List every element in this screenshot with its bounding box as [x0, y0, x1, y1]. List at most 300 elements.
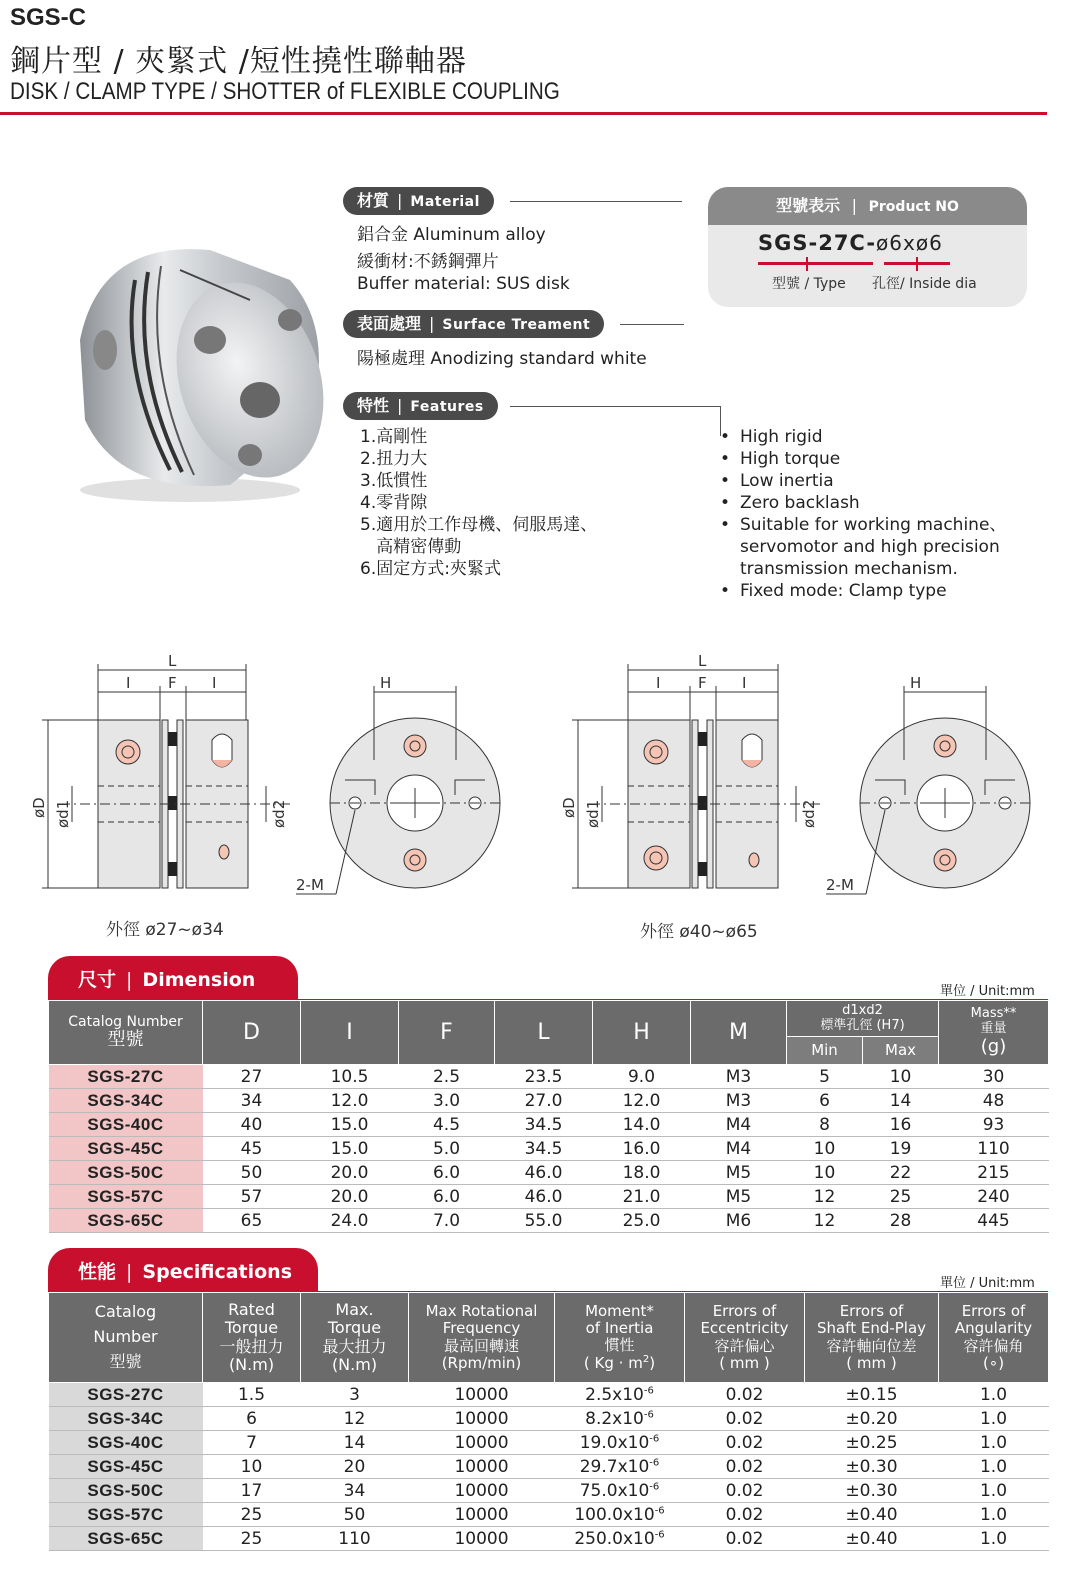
label-d1: ød1: [54, 799, 72, 828]
feature-en-item: transmission mechanism.: [740, 559, 958, 579]
cell-rated: 25: [203, 1527, 301, 1551]
col-end-l3: 容許軸向位差: [826, 1336, 917, 1355]
cell-F: 6.0: [399, 1161, 495, 1185]
cell-model: SGS-65C: [49, 1209, 203, 1233]
col-inertia-l3: 慣性: [604, 1336, 635, 1354]
label-I: I: [126, 674, 131, 692]
table-row: [49, 1455, 1049, 1479]
cell-end: ±0.30: [805, 1479, 939, 1503]
col-catalog-en: Catalog Number: [68, 1014, 183, 1031]
table-row: [49, 1113, 1049, 1137]
side-view-small: [30, 652, 290, 888]
cell-min: 6: [787, 1089, 863, 1113]
feature-zh-item: 6.固定方式:夾緊式: [360, 559, 501, 579]
label-M: 2-M: [296, 876, 324, 894]
col-catalog: [49, 1293, 203, 1383]
col-max-l1: Max.: [335, 1299, 374, 1319]
cell-rpm: 10000: [409, 1527, 555, 1551]
title-chinese: 鋼片型 / 夾緊式 /短性撓性聯軸器: [10, 44, 467, 79]
col-inertia-sup: 2: [642, 1354, 650, 1366]
cell-end: ±0.20: [805, 1407, 939, 1431]
col-min: Min: [787, 1037, 863, 1065]
cell-mass: 48: [939, 1089, 1049, 1113]
feature-zh-item: 2.扭力大: [360, 449, 428, 469]
cell-model: SGS-40C: [49, 1113, 203, 1137]
features-label-zh: 特性: [357, 396, 390, 415]
cell-max: 19: [863, 1137, 939, 1161]
col-rated-l3: 一般扭力: [219, 1336, 284, 1356]
product-no-label-en: Product NO: [868, 199, 959, 215]
cell-I: 15.0: [301, 1113, 399, 1137]
cell-M: M5: [691, 1185, 787, 1209]
cell-ang: 1.0: [939, 1431, 1049, 1455]
cell-rpm: 10000: [409, 1479, 555, 1503]
col-rated: [203, 1293, 301, 1383]
cell-model: SGS-34C: [49, 1407, 203, 1431]
product-no-type-label: 型號 / Type: [772, 276, 846, 292]
cell-M: M4: [691, 1113, 787, 1137]
table-row: [49, 1137, 1049, 1161]
cell-model: SGS-50C: [49, 1479, 203, 1503]
feature-en-item: • Zero backlash: [720, 492, 1006, 514]
label-L: L: [698, 652, 707, 670]
feature-en-item: • High rigid: [720, 426, 1006, 448]
cell-min: 12: [787, 1209, 863, 1233]
feature-en-item: • Suitable for working machine、: [720, 514, 1006, 536]
cell-end: ±0.25: [805, 1431, 939, 1455]
col-max-l2: Torque: [327, 1318, 382, 1338]
cell-inertia-value: 250.0x10: [574, 1528, 655, 1549]
surface-label-en: Surface Treament: [442, 317, 591, 333]
cell-max: 110: [301, 1527, 409, 1551]
cell-L: 34.5: [495, 1137, 593, 1161]
cell-H: 21.0: [593, 1185, 691, 1209]
col-F: F: [399, 1001, 495, 1065]
cell-L: 23.5: [495, 1065, 593, 1089]
material-label-en: Material: [410, 194, 480, 210]
cell-L: 27.0: [495, 1089, 593, 1113]
label-F: F: [698, 674, 707, 692]
surface-line: [620, 324, 684, 325]
technical-drawings: [0, 640, 1075, 920]
cell-inertia-exp: -6: [643, 1384, 654, 1396]
cell-inertia-exp: -6: [654, 1504, 665, 1516]
product-model: SGS-C: [10, 4, 87, 31]
specs-tab-zh: 性能: [78, 1261, 117, 1283]
cell-D: 45: [203, 1137, 301, 1161]
cell-D: 40: [203, 1113, 301, 1137]
col-ang-l1: Errors of: [961, 1302, 1026, 1320]
col-ecc-l4: ( mm ): [719, 1353, 770, 1372]
feature-en-item: servomotor and high precision: [740, 537, 1000, 557]
cell-H: 14.0: [593, 1113, 691, 1137]
cell-M: M5: [691, 1161, 787, 1185]
product-no-code: [758, 231, 943, 255]
col-end-l4: ( mm ): [846, 1353, 897, 1372]
label-d2: ød2: [800, 799, 818, 828]
surface-line-1: 陽極處理 Anodizing standard white: [357, 349, 647, 369]
cell-model: SGS-27C: [49, 1065, 203, 1089]
label-H: H: [380, 674, 392, 692]
product-no-dia-code: ø6xø6: [876, 231, 943, 255]
col-max-l3: 最大扭力: [322, 1336, 387, 1356]
product-no-dia-label: 孔徑/ Inside dia: [872, 276, 977, 292]
cell-ang: 1.0: [939, 1407, 1049, 1431]
cell-rated: 10: [203, 1455, 301, 1479]
cell-F: 5.0: [399, 1137, 495, 1161]
feature-en-item: • Fixed mode: Clamp type: [720, 580, 1006, 602]
cell-end: ±0.40: [805, 1527, 939, 1551]
dimension-unit: 單位 / Unit:mm: [940, 984, 1035, 999]
surface-label-zh: 表面處理: [357, 314, 422, 333]
col-mass-en: Mass**: [970, 1006, 1017, 1022]
col-rpm: [409, 1293, 555, 1383]
specs-tab: 性能 | Specifications: [48, 1248, 318, 1292]
cell-rated: 1.5: [203, 1383, 301, 1407]
cell-model: SGS-65C: [49, 1527, 203, 1551]
cell-M: M6: [691, 1209, 787, 1233]
table-row: [49, 1383, 1049, 1407]
specs-tab-en: Specifications: [142, 1261, 293, 1283]
feature-zh-item: 5.適用於工作母機、伺服馬達、: [360, 515, 598, 535]
cell-model: SGS-57C: [49, 1185, 203, 1209]
col-catalog-l2: Number: [93, 1327, 158, 1347]
col-rpm-l2: Frequency: [442, 1319, 521, 1338]
feature-en-item: • High torque: [720, 448, 1006, 470]
cell-max: 12: [301, 1407, 409, 1431]
cell-D: 50: [203, 1161, 301, 1185]
col-catalog-l3: 型號: [109, 1351, 142, 1371]
col-M: M: [691, 1001, 787, 1065]
cell-D: 57: [203, 1185, 301, 1209]
cell-min: 12: [787, 1185, 863, 1209]
dimension-tab-zh: 尺寸: [78, 969, 117, 991]
cell-F: 2.5: [399, 1065, 495, 1089]
dimension-tab: 尺寸 | Dimension: [48, 956, 298, 1000]
cell-inertia-exp: -6: [649, 1456, 660, 1468]
dimension-table-body: [49, 1065, 1049, 1233]
diagram-caption-small: 外徑 ø27~ø34: [106, 920, 224, 940]
feature-zh-item: 1.高剛性: [360, 427, 428, 447]
label-d1: ød1: [584, 799, 602, 828]
cell-H: 12.0: [593, 1089, 691, 1113]
cell-rpm: 10000: [409, 1383, 555, 1407]
product-no-label-zh: 型號表示: [776, 196, 841, 215]
cell-min: 10: [787, 1161, 863, 1185]
cell-end: ±0.40: [805, 1503, 939, 1527]
cell-L: 46.0: [495, 1161, 593, 1185]
cell-ecc: 0.02: [685, 1527, 805, 1551]
cell-L: 55.0: [495, 1209, 593, 1233]
cell-rated: 25: [203, 1503, 301, 1527]
type-underline: [758, 262, 873, 265]
cell-inertia-value: 75.0x10: [579, 1480, 650, 1501]
col-ang-l4: (∘): [982, 1353, 1005, 1372]
cell-ang: 1.0: [939, 1479, 1049, 1503]
cell-max: 10: [863, 1065, 939, 1089]
col-inertia: [555, 1293, 685, 1383]
col-rated-l1: Rated: [228, 1299, 275, 1319]
cell-inertia-exp: -6: [649, 1432, 660, 1444]
cell-rpm: 10000: [409, 1407, 555, 1431]
cell-ang: 1.0: [939, 1527, 1049, 1551]
cell-inertia-exp: -6: [654, 1528, 665, 1540]
cell-mass: 93: [939, 1113, 1049, 1137]
cell-inertia-value: 29.7x10: [579, 1456, 650, 1477]
cell-inertia: [555, 1455, 685, 1479]
cell-model: SGS-34C: [49, 1089, 203, 1113]
cell-mass: 240: [939, 1185, 1049, 1209]
product-no-box: [708, 187, 1027, 307]
cell-L: 46.0: [495, 1185, 593, 1209]
end-view-large: [826, 674, 1030, 894]
cell-max: 14: [863, 1089, 939, 1113]
material-line-3: Buffer material: SUS disk: [357, 274, 570, 294]
col-inertia-l1: Moment*: [585, 1301, 654, 1320]
cell-min: 5: [787, 1065, 863, 1089]
features-zh-list: [360, 426, 597, 580]
cell-model: SGS-57C: [49, 1503, 203, 1527]
cell-ecc: 0.02: [685, 1431, 805, 1455]
product-no-type-code: SGS-27C-: [758, 231, 877, 255]
cell-ecc: 0.02: [685, 1383, 805, 1407]
col-end-play: [805, 1293, 939, 1383]
cell-I: 20.0: [301, 1185, 399, 1209]
cell-ecc: 0.02: [685, 1455, 805, 1479]
feature-zh-item: 4.零背隙: [360, 493, 428, 513]
cell-M: M3: [691, 1065, 787, 1089]
dimension-tab-en: Dimension: [142, 969, 256, 991]
col-I: I: [301, 1001, 399, 1065]
col-d1d2-zh: 標準孔徑 (H7): [820, 1017, 905, 1033]
col-max-torque: [301, 1293, 409, 1383]
cell-M: M4: [691, 1137, 787, 1161]
cell-ecc: 0.02: [685, 1479, 805, 1503]
table-row: [49, 1407, 1049, 1431]
material-line: [510, 201, 682, 202]
cell-L: 34.5: [495, 1113, 593, 1137]
cell-D: 65: [203, 1209, 301, 1233]
cell-ang: 1.0: [939, 1383, 1049, 1407]
cell-I: 10.5: [301, 1065, 399, 1089]
cell-I: 12.0: [301, 1089, 399, 1113]
label-d2: ød2: [270, 799, 288, 828]
cell-mass: 215: [939, 1161, 1049, 1185]
label-D: øD: [560, 797, 578, 818]
cell-ecc: 0.02: [685, 1407, 805, 1431]
cell-inertia-exp: -6: [649, 1480, 660, 1492]
cell-M: M3: [691, 1089, 787, 1113]
specs-table-body: [49, 1383, 1049, 1551]
cell-end: ±0.15: [805, 1383, 939, 1407]
col-mass-unit: (g): [980, 1036, 1007, 1058]
cell-inertia: [555, 1479, 685, 1503]
cell-max: 25: [863, 1185, 939, 1209]
col-ecc-l3: 容許偏心: [714, 1336, 775, 1355]
cell-ang: 1.0: [939, 1455, 1049, 1479]
col-inertia-l4: [555, 1354, 684, 1372]
cell-max: 50: [301, 1503, 409, 1527]
cell-mass: 110: [939, 1137, 1049, 1161]
surface-pill: 表面處理 | Surface Treament: [343, 310, 604, 338]
header-divider: [0, 112, 1047, 115]
table-row: [49, 1065, 1049, 1089]
cell-ang: 1.0: [939, 1503, 1049, 1527]
cell-max: 22: [863, 1161, 939, 1185]
cell-rated: 6: [203, 1407, 301, 1431]
features-line: [510, 406, 720, 407]
label-I: I: [742, 674, 747, 692]
col-rated-l4: (N.m): [228, 1354, 275, 1374]
col-catalog: [49, 1001, 203, 1065]
col-rpm-l1: Max Rotational: [425, 1302, 538, 1320]
cell-min: 8: [787, 1113, 863, 1137]
coupling-product-image: [60, 220, 340, 510]
col-rpm-l3: 最高回轉速: [443, 1336, 519, 1355]
cell-rated: 17: [203, 1479, 301, 1503]
material-line-1: 鋁合金 Aluminum alloy: [357, 225, 546, 245]
cell-rated: 7: [203, 1431, 301, 1455]
col-H: H: [593, 1001, 691, 1065]
cell-H: 16.0: [593, 1137, 691, 1161]
cell-ecc: 0.02: [685, 1503, 805, 1527]
type-tick: [806, 257, 808, 271]
cell-end: ±0.30: [805, 1455, 939, 1479]
col-ang-l2: Angularity: [954, 1319, 1033, 1338]
col-ang-l3: 容許偏角: [963, 1336, 1024, 1355]
specs-unit: 單位 / Unit:mm: [940, 1276, 1035, 1291]
col-end-l2: Shaft End-Play: [816, 1319, 927, 1338]
label-D: øD: [30, 797, 48, 818]
col-ecc-l2: Eccentricity: [700, 1319, 789, 1338]
label-I: I: [656, 674, 661, 692]
col-rpm-l4: (Rpm/min): [441, 1353, 522, 1372]
col-d1d2-en: d1xd2: [842, 1002, 883, 1018]
col-L: L: [495, 1001, 593, 1065]
col-inertia-l2: of Inertia: [585, 1318, 654, 1337]
col-end-l1: Errors of: [839, 1302, 904, 1320]
cell-inertia-value: 19.0x10: [579, 1432, 650, 1453]
cell-inertia-value: 2.5x10: [585, 1384, 644, 1405]
cell-inertia-exp: -6: [643, 1408, 654, 1420]
table-row: [49, 1089, 1049, 1113]
feature-en-item: • Low inertia: [720, 470, 1006, 492]
cell-model: SGS-40C: [49, 1431, 203, 1455]
product-no-header: 型號表示 | Product NO: [708, 187, 1027, 225]
cell-model: SGS-27C: [49, 1383, 203, 1407]
material-line-2: 緩衝材:不銹鋼彈片: [357, 252, 499, 272]
cell-mass: 445: [939, 1209, 1049, 1233]
cell-mass: 30: [939, 1065, 1049, 1089]
col-mass-zh: 重量: [980, 1021, 1007, 1037]
cell-D: 34: [203, 1089, 301, 1113]
col-d1d2: [787, 1001, 939, 1037]
cell-F: 6.0: [399, 1185, 495, 1209]
cell-H: 9.0: [593, 1065, 691, 1089]
end-view-small: [296, 674, 500, 894]
table-row: [49, 1431, 1049, 1455]
dia-tick: [916, 257, 918, 271]
feature-zh-item: 3.低慣性: [360, 471, 428, 491]
cell-rpm: 10000: [409, 1455, 555, 1479]
cell-max: 16: [863, 1113, 939, 1137]
specs-table: [48, 1292, 1049, 1551]
cell-H: 25.0: [593, 1209, 691, 1233]
col-inertia-unit: ( Kg · m: [583, 1354, 643, 1373]
table-row: [49, 1161, 1049, 1185]
cell-I: 20.0: [301, 1161, 399, 1185]
cell-model: SGS-50C: [49, 1161, 203, 1185]
cell-D: 27: [203, 1065, 301, 1089]
label-M: 2-M: [826, 876, 854, 894]
col-max-l4: (N.m): [331, 1354, 378, 1374]
cell-inertia-value: 100.0x10: [574, 1504, 655, 1525]
table-row: [49, 1185, 1049, 1209]
cell-inertia: [555, 1527, 685, 1551]
cell-inertia: [555, 1383, 685, 1407]
title-english: DISK / CLAMP TYPE / SHOTTER of FLEXIBLE COUPLING: [10, 78, 560, 105]
cell-F: 7.0: [399, 1209, 495, 1233]
cell-I: 15.0: [301, 1137, 399, 1161]
cell-F: 3.0: [399, 1089, 495, 1113]
col-catalog-l1: Catalog: [94, 1302, 157, 1322]
col-max: Max: [863, 1037, 939, 1065]
cell-H: 18.0: [593, 1161, 691, 1185]
cell-rpm: 10000: [409, 1431, 555, 1455]
label-L: L: [168, 652, 177, 670]
col-angularity: [939, 1293, 1049, 1383]
cell-rpm: 10000: [409, 1503, 555, 1527]
cell-max: 20: [301, 1455, 409, 1479]
cell-max: 28: [863, 1209, 939, 1233]
table-row: [49, 1479, 1049, 1503]
cell-inertia: [555, 1431, 685, 1455]
cell-inertia-value: 8.2x10: [585, 1408, 644, 1429]
cell-max: 14: [301, 1431, 409, 1455]
col-inertia-close: ): [649, 1354, 656, 1373]
col-eccentricity: [685, 1293, 805, 1383]
dimension-table: [48, 1000, 1049, 1233]
label-H: H: [910, 674, 922, 692]
col-rated-l2: Torque: [224, 1318, 279, 1338]
col-ecc-l1: Errors of: [712, 1302, 777, 1320]
table-row: [49, 1503, 1049, 1527]
cell-inertia: [555, 1503, 685, 1527]
col-mass: [939, 1001, 1049, 1065]
cell-F: 4.5: [399, 1113, 495, 1137]
cell-max: 3: [301, 1383, 409, 1407]
cell-min: 10: [787, 1137, 863, 1161]
table-row: [49, 1209, 1049, 1233]
features-label-en: Features: [410, 399, 484, 415]
cell-max: 34: [301, 1479, 409, 1503]
label-I: I: [212, 674, 217, 692]
cell-inertia: [555, 1407, 685, 1431]
cell-model: SGS-45C: [49, 1137, 203, 1161]
material-label-zh: 材質: [357, 191, 390, 210]
col-D: D: [203, 1001, 301, 1065]
feature-zh-item: 高精密傳動: [360, 537, 462, 557]
features-pill: 特性 | Features: [343, 392, 498, 420]
col-catalog-zh: 型號: [107, 1029, 144, 1051]
cell-I: 24.0: [301, 1209, 399, 1233]
table-row: [49, 1527, 1049, 1551]
side-view-large: [560, 652, 820, 888]
material-pill: 材質 | Material: [343, 187, 494, 215]
diagram-caption-large: 外徑 ø40~ø65: [640, 922, 758, 942]
cell-model: SGS-45C: [49, 1455, 203, 1479]
label-F: F: [168, 674, 177, 692]
